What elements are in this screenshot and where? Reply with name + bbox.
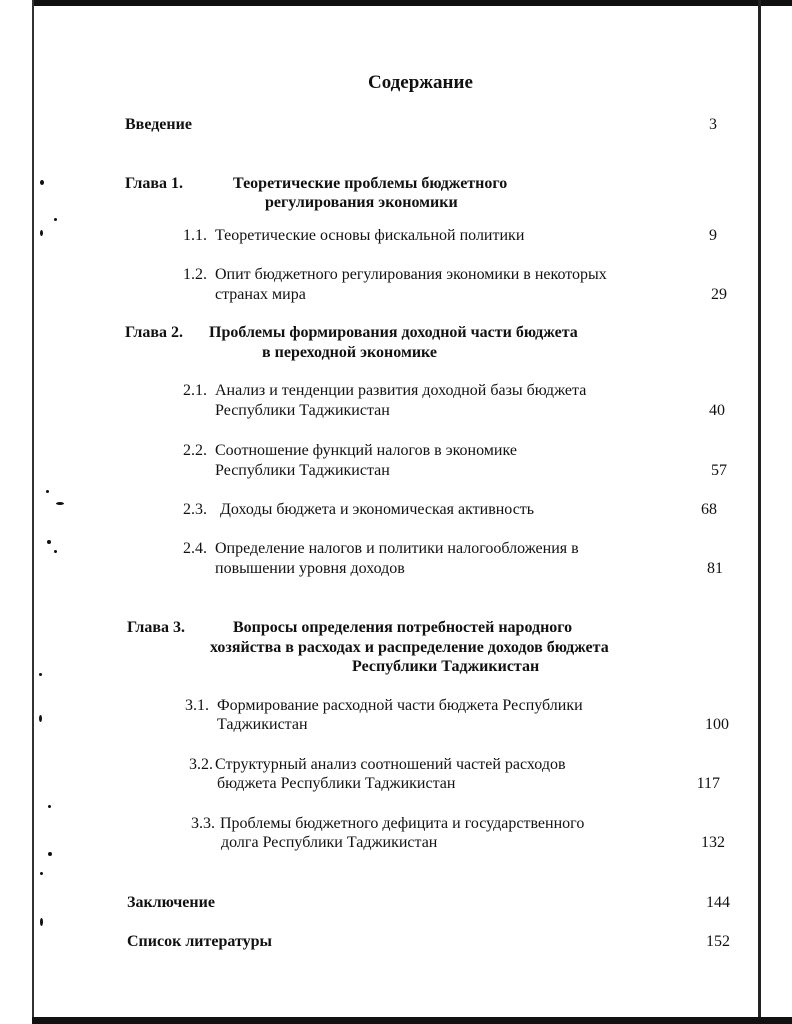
scan-speck bbox=[48, 805, 51, 808]
section-2-2-title-line-1: Соотношение функций налогов в экономике bbox=[215, 442, 517, 459]
chapter-3-label: Глава 3. bbox=[127, 619, 185, 636]
scan-speck bbox=[48, 852, 52, 856]
scan-speck bbox=[40, 180, 44, 185]
scan-speck bbox=[56, 502, 64, 505]
section-1-2-title-line-1: Опит бюджетного регулирования экономики в некоторых bbox=[215, 266, 607, 283]
scan-speck bbox=[39, 715, 42, 722]
section-3-1-page: 100 bbox=[705, 716, 729, 733]
chapter-3-title-line-2: хозяйства в расходах и распределение доходов бюджета bbox=[210, 639, 609, 656]
scan-speck bbox=[47, 540, 51, 544]
section-2-4-page: 81 bbox=[707, 560, 723, 577]
scan-edge-right bbox=[758, 0, 761, 1024]
section-3-2-page: 117 bbox=[696, 775, 720, 792]
scan-speck bbox=[40, 918, 43, 926]
toc-conclusion-page: 144 bbox=[706, 894, 730, 911]
section-1-2-title-line-2: странах мира bbox=[215, 286, 306, 303]
section-1-2-number: 1.2. bbox=[183, 266, 207, 283]
scan-speck bbox=[54, 550, 57, 553]
scan-edge-bottom bbox=[32, 1017, 792, 1024]
chapter-2-label: Глава 2. bbox=[125, 324, 183, 341]
section-2-4-number: 2.4. bbox=[183, 540, 207, 557]
section-2-2-title-line-2: Республики Таджикистан bbox=[215, 462, 390, 479]
section-3-1-number: 3.1. bbox=[185, 697, 209, 714]
section-3-3-title-line-2: долга Республики Таджикистан bbox=[221, 834, 438, 851]
chapter-3-title-line-3: Республики Таджикистан bbox=[352, 658, 540, 675]
section-3-1-title-line-2: Таджикистан bbox=[217, 716, 308, 733]
section-3-3-page: 132 bbox=[701, 834, 725, 851]
chapter-3-title-line-1: Вопросы определения потребностей народного bbox=[233, 619, 573, 636]
toc-intro-page: 3 bbox=[709, 116, 717, 133]
scan-edge-top bbox=[32, 0, 792, 6]
section-3-2-title-line-1: Структурный анализ соотношений частей расходов bbox=[215, 756, 566, 773]
section-2-2-number: 2.2. bbox=[183, 442, 207, 459]
toc-conclusion-label: Заключение bbox=[127, 894, 215, 911]
section-2-1-title-line-1: Анализ и тенденции развития доходной базы бюджета bbox=[215, 382, 587, 399]
section-1-2-page: 29 bbox=[711, 286, 727, 303]
section-2-3-page: 68 bbox=[701, 501, 717, 518]
chapter-1-label: Глава 1. bbox=[125, 175, 183, 192]
section-1-1-page: 9 bbox=[709, 227, 717, 244]
section-2-1-title-line-2: Республики Таджикистан bbox=[215, 402, 390, 419]
scan-speck bbox=[39, 673, 42, 676]
section-1-1-title: Теоретические основы фискальной политики bbox=[215, 227, 525, 244]
section-2-4-title-line-1: Определение налогов и политики налогообложения в bbox=[215, 540, 579, 557]
page-title: Содержание bbox=[368, 72, 473, 93]
section-2-4-title-line-2: повышении уровня доходов bbox=[215, 560, 405, 577]
scan-speck bbox=[54, 218, 57, 221]
section-2-3-title: Доходы бюджета и экономическая активность bbox=[220, 501, 535, 518]
section-2-2-page: 57 bbox=[711, 462, 727, 479]
scan-speck bbox=[46, 490, 49, 493]
section-2-1-number: 2.1. bbox=[183, 382, 207, 399]
chapter-1-title-line-1: Теоретические проблемы бюджетного bbox=[233, 175, 508, 192]
section-3-2-number: 3.2. bbox=[189, 756, 213, 773]
scan-speck bbox=[40, 872, 43, 875]
section-1-1-number: 1.1. bbox=[183, 227, 207, 244]
section-2-1-page: 40 bbox=[709, 402, 725, 419]
section-3-3-title-line-1: Проблемы бюджетного дефицита и государственного bbox=[220, 815, 585, 832]
section-2-3-number: 2.3. bbox=[183, 501, 207, 518]
chapter-2-title-line-1: Проблемы формирования доходной части бюджета bbox=[209, 324, 578, 341]
chapter-2-title-line-2: в переходной экономике bbox=[262, 344, 437, 361]
section-3-2-title-line-2: бюджета Республики Таджикистан bbox=[217, 775, 456, 792]
chapter-1-title-line-2: регулирования экономики bbox=[265, 194, 458, 211]
scan-speck bbox=[40, 230, 43, 236]
section-3-1-title-line-1: Формирование расходной части бюджета Республики bbox=[217, 697, 583, 714]
toc-bibliography-page: 152 bbox=[706, 933, 730, 950]
toc-bibliography-label: Список литературы bbox=[127, 933, 272, 950]
toc-intro-label: Введение bbox=[125, 116, 192, 133]
section-3-3-number: 3.3. bbox=[191, 815, 215, 832]
scan-edge-left bbox=[32, 0, 34, 1024]
